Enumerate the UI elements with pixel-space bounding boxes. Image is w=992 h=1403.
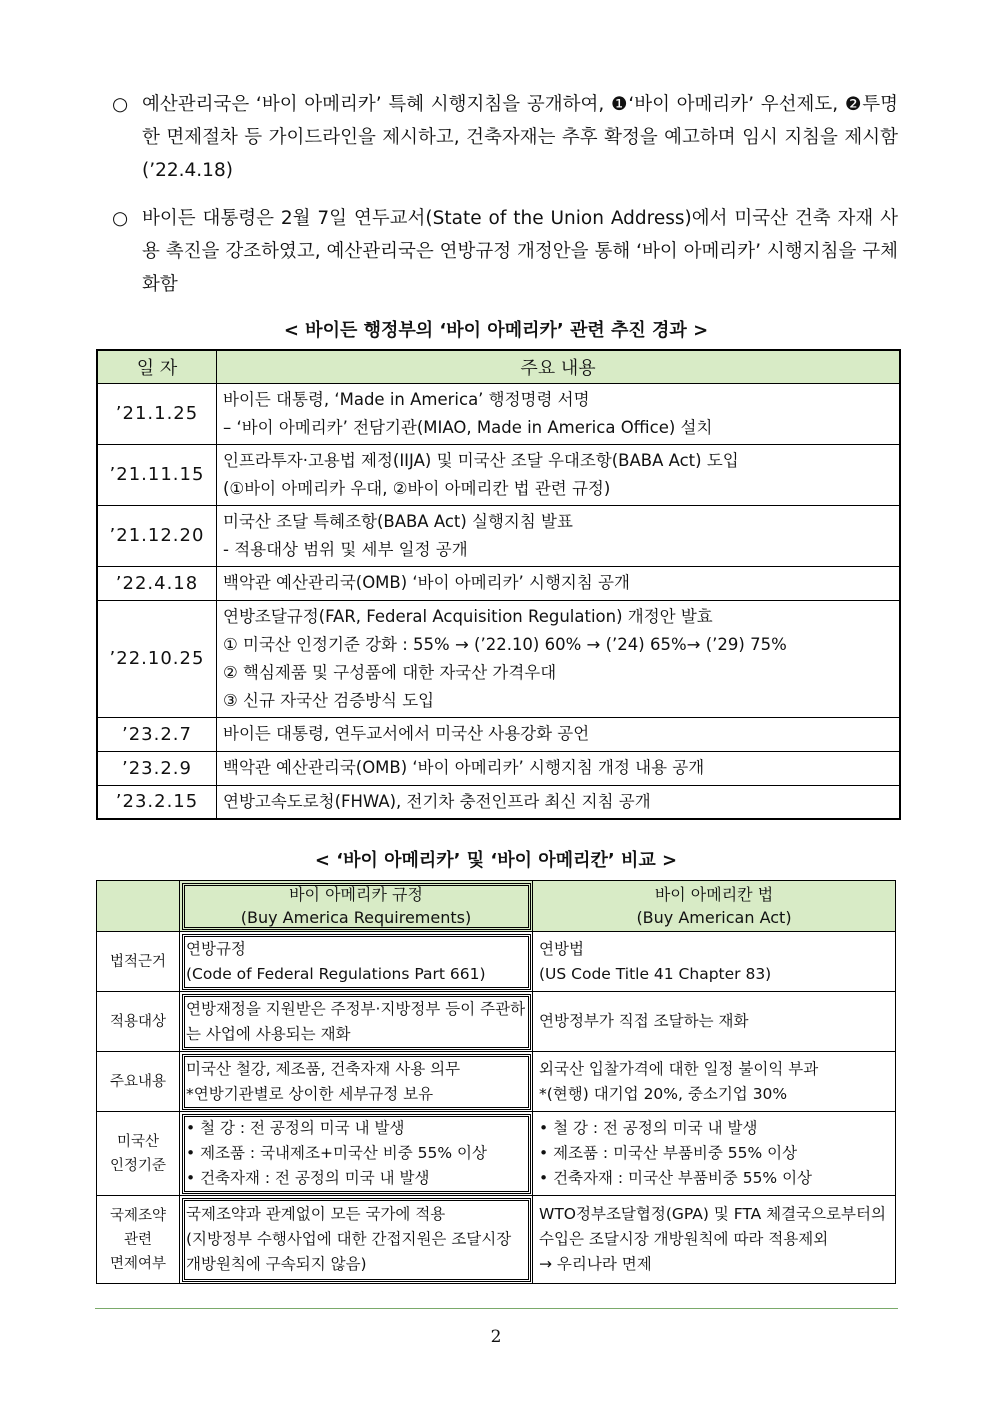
cell-line: 연방재정을 지원받은 주정부·지방정부 등이 주관하는 사업에 사용되는 재화 <box>186 999 526 1043</box>
cell-buy-america <box>180 1112 533 1196</box>
cell-line: (Code of Federal Regulations Part 661) <box>186 964 486 983</box>
table-row <box>97 600 900 717</box>
content-line: ③ 신규 자국산 검증방식 도입 <box>223 690 435 710</box>
content-line: 미국산 조달 특혜조항(BABA Act) 실행지침 발표 <box>223 511 573 531</box>
table-row <box>97 1112 896 1196</box>
table-row <box>97 383 900 444</box>
cell-buy-american <box>533 1112 896 1196</box>
bullet-mark: ○ <box>112 208 129 229</box>
content-line: 바이든 대통령, 연두교서에서 미국산 사용강화 공언 <box>223 724 590 743</box>
cell-line: *연방기관별로 상이한 세부규정 보유 <box>186 1084 434 1103</box>
bullet-text: 바이든 대통령은 2월 7일 연두교서(State of the Union Address)에서 미국산 건축 자재 사용 촉진을 강조하였고, 예산관리국은 연방규정 개정안을 통해 ‘바이 아메리카’ 시행지침을 구체화함 <box>142 208 898 295</box>
table-row <box>97 992 896 1052</box>
content-line: 백악관 예산관리국(OMB) ‘바이 아메리카’ 시행지침 개정 내용 공개 <box>223 758 705 777</box>
table-row <box>97 505 900 566</box>
table-row <box>97 751 900 785</box>
row-date: ’22.4.18 <box>97 566 217 600</box>
table-row <box>97 785 900 819</box>
footer-divider <box>95 1308 898 1309</box>
table-row <box>97 1196 896 1284</box>
cell-line: 연방법 <box>539 939 584 958</box>
content-line: 인프라투자·고용법 제정(IIJA) 및 미국산 조달 우대조항(BABA Act) 도입 <box>223 450 739 470</box>
row-content <box>217 717 901 751</box>
cell-line: (지방정부 수행사업에 대한 간접지원은 조달시장 개방원칙에 구속되지 않음) <box>186 1230 512 1273</box>
row-content <box>217 444 901 505</box>
cell-line: 연방규정 <box>186 939 246 958</box>
row-content <box>217 600 901 717</box>
cell-line: • 제조품 : 국내제조+미국산 비중 55% 이상 <box>186 1144 487 1162</box>
cell-line: 미국산 철강, 제조품, 건축자재 사용 의무 <box>186 1059 461 1078</box>
row-label <box>97 1196 180 1284</box>
row-date: ’21.1.25 <box>97 383 217 444</box>
row-label <box>97 1112 180 1196</box>
bullet-text: 예산관리국은 ‘바이 아메리카’ 특혜 시행지침을 공개하여, ❶‘바이 아메리카’ 우선제도, ❷투명한 면제절차 등 가이드라인을 제시하고, 건축자재는 추후 확정을 예고하며 임시 지침을 제시함(’22.4.18) <box>142 94 898 181</box>
cell-line: → 우리나라 면제 <box>539 1255 652 1273</box>
cell-line: 인정기준 <box>109 1157 167 1174</box>
row-content <box>217 566 901 600</box>
table2-caption: < ‘바이 아메리카’ 및 ‘바이 아메리칸’ 비교 > <box>314 850 678 871</box>
row-label <box>97 992 180 1052</box>
cell-line: • 철 강 : 전 공정의 미국 내 발생 <box>539 1119 758 1137</box>
table-row <box>97 717 900 751</box>
bullet-paragraph-1 <box>112 88 898 187</box>
page-number: 2 <box>490 1327 502 1347</box>
cell-buy-american <box>533 1052 896 1112</box>
table-row <box>97 932 896 992</box>
table-row <box>97 444 900 505</box>
content-line: 바이든 대통령, ‘Made in America’ 행정명령 서명 <box>223 389 590 409</box>
cell-buy-american <box>533 1196 896 1284</box>
cell-line: 연방정부가 직접 조달하는 재화 <box>539 1012 749 1030</box>
cell-buy-america <box>180 1052 533 1112</box>
row-date: ’21.12.20 <box>97 505 217 566</box>
row-content <box>217 751 901 785</box>
row-date: ’21.11.15 <box>97 444 217 505</box>
cell-line: 면제여부 <box>109 1255 167 1272</box>
cell-buy-american <box>533 992 896 1052</box>
header-buy-american: 바이 아메리칸 법 (Buy American Act) <box>533 881 896 932</box>
content-line: – ‘바이 아메리카’ 전담기관(MIAO, Made in America Office) 설치 <box>223 417 713 437</box>
cell-line: • 건축자재 : 미국산 부품비중 55% 이상 <box>539 1169 813 1187</box>
row-content <box>217 505 901 566</box>
row-content <box>217 785 901 819</box>
row-date: ’23.2.7 <box>97 717 217 751</box>
row-content <box>217 383 901 444</box>
row-label <box>97 932 180 992</box>
cell-line: • 건축자재 : 전 공정의 미국 내 발생 <box>186 1169 430 1187</box>
cell-buy-american <box>533 932 896 992</box>
cell-line: WTO정부조달협정(GPA) 및 FTA 체결국으로부터의 수입은 조달시장 개방원칙에 따라 적용제외 <box>539 1205 886 1248</box>
cell-line: 외국산 입찰가격에 대한 일정 불이익 부과 <box>539 1059 819 1078</box>
table-row <box>97 1052 896 1112</box>
header-date: 일 자 <box>97 350 217 383</box>
row-date: ’22.10.25 <box>97 600 217 717</box>
row-date: ’23.2.9 <box>97 751 217 785</box>
cell-line: (US Code Title 41 Chapter 83) <box>539 964 772 983</box>
content-line: - 적용대상 범위 및 세부 일정 공개 <box>223 539 468 559</box>
cell-line: 법적근거 <box>109 953 167 970</box>
cell-line: • 철 강 : 전 공정의 미국 내 발생 <box>186 1119 405 1137</box>
cell-buy-america <box>180 992 533 1052</box>
cell-line: 국제조약과 관계없이 모든 국가에 적용 <box>186 1205 446 1223</box>
header-empty <box>97 881 180 932</box>
content-line: (①바이 아메리카 우대, ②바이 아메리칸 법 관련 규정) <box>223 478 611 498</box>
table1-caption: < 바이든 행정부의 ‘바이 아메리카’ 관련 추진 경과 > <box>283 320 709 341</box>
cell-line: 관련 <box>123 1231 152 1248</box>
table-row <box>97 566 900 600</box>
cell-line: 국제조약 <box>109 1207 167 1224</box>
cell-line: 미국산 <box>116 1133 160 1150</box>
content-line: 백악관 예산관리국(OMB) ‘바이 아메리카’ 시행지침 공개 <box>223 573 630 592</box>
content-line: 연방고속도로청(FHWA), 전기차 충전인프라 최신 지침 공개 <box>223 791 651 811</box>
timeline-table <box>96 349 901 820</box>
comparison-table <box>96 880 896 1284</box>
cell-buy-america <box>180 1196 533 1284</box>
row-date: ’23.2.15 <box>97 785 217 819</box>
row-label <box>97 1052 180 1112</box>
cell-line: 주요내용 <box>109 1073 167 1090</box>
header-content: 주요 내용 <box>217 350 901 383</box>
cell-line: • 제조품 : 미국산 부품비중 55% 이상 <box>539 1144 798 1162</box>
content-line: 연방조달규정(FAR, Federal Acquisition Regulation) 개정안 발효 <box>223 606 713 626</box>
bullet-mark: ○ <box>112 94 129 115</box>
content-line: ② 핵심제품 및 구성품에 대한 자국산 가격우대 <box>223 662 557 682</box>
content-line: ① 미국산 인정기준 강화 : 55% → (’22.10) 60% → (’24) 65%→ (’29) 75% <box>223 634 787 654</box>
header-buy-america: 바이 아메리카 규정 (Buy America Requirements) <box>180 881 533 932</box>
cell-line: 적용대상 <box>109 1013 167 1030</box>
bullet-paragraph-2 <box>112 202 898 301</box>
cell-buy-america <box>180 932 533 992</box>
cell-line: *(현행) 대기업 20%, 중소기업 30% <box>539 1084 788 1103</box>
